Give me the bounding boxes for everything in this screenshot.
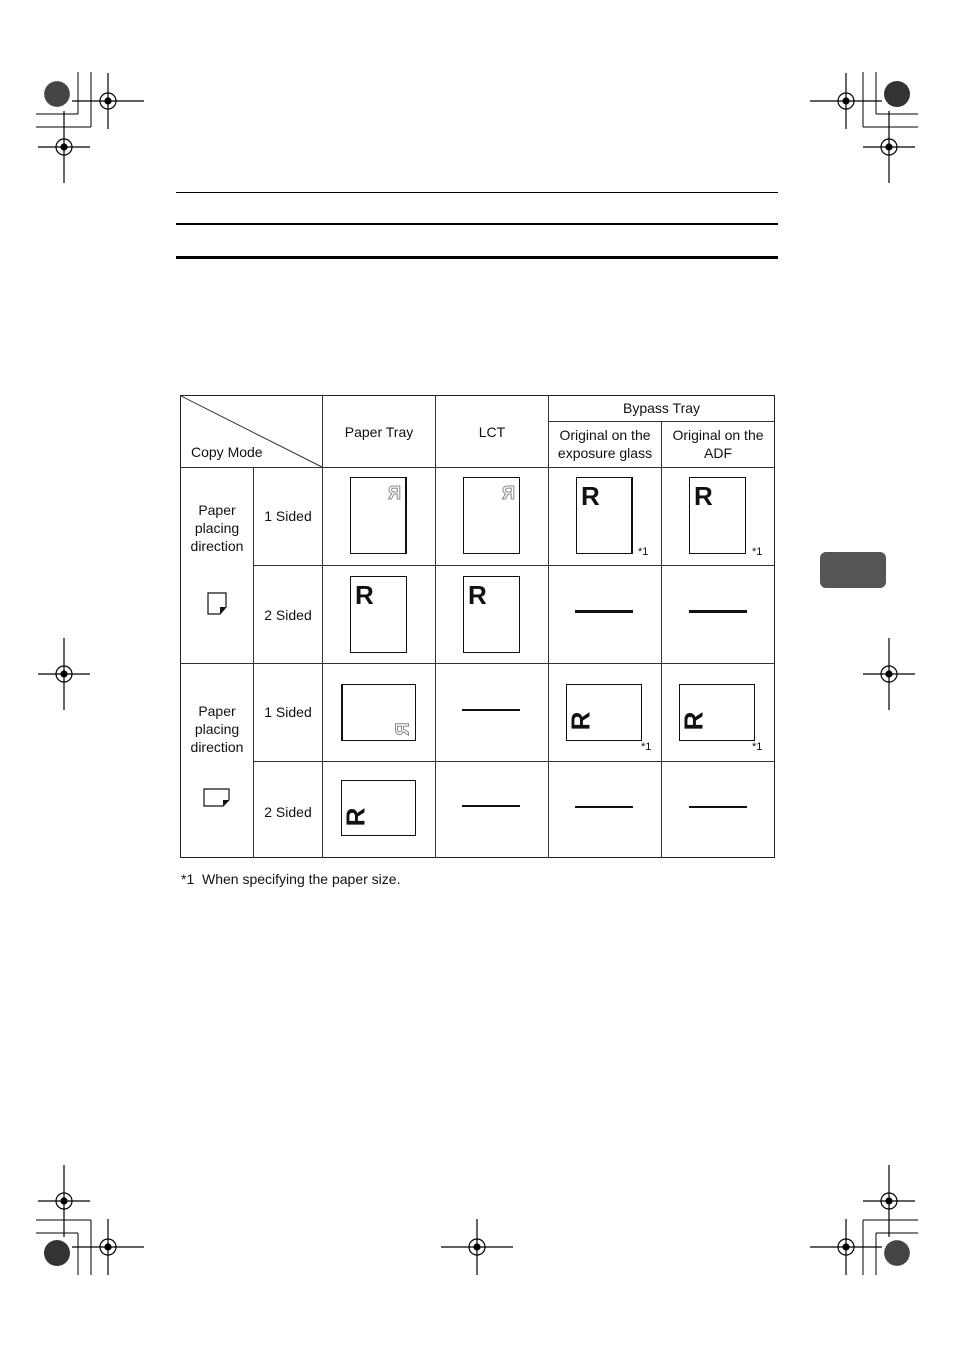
grid-line xyxy=(435,396,436,858)
r-glyph: R xyxy=(581,481,600,511)
grid-line xyxy=(253,761,774,762)
footnote-mark: *1 xyxy=(641,741,652,753)
row-label-2-sided: 2 Sided xyxy=(264,607,312,623)
paper-sheet-facedown xyxy=(350,477,407,554)
col-header-bypass-tray: Bypass Tray xyxy=(622,400,701,416)
r-glyph-mirrored: R xyxy=(392,722,413,736)
footnote-mark: *1 xyxy=(752,546,763,558)
paper-sheet-faceup xyxy=(566,684,642,741)
chapter-tab xyxy=(820,552,886,588)
not-available-dash xyxy=(689,610,747,613)
r-glyph-rotated: R xyxy=(340,807,371,827)
row-label-1-sided: 1 Sided xyxy=(264,508,312,524)
not-available-dash xyxy=(575,806,633,808)
not-available-dash xyxy=(689,806,747,808)
paper-tray-table xyxy=(180,395,775,858)
r-glyph-rotated: R xyxy=(565,711,596,731)
col-header-lct: LCT xyxy=(478,424,506,440)
header-rule-mid xyxy=(176,223,778,225)
footnote-mark: *1 xyxy=(638,546,649,558)
not-available-dash xyxy=(575,610,633,613)
paper-sheet-facedown xyxy=(341,684,416,741)
landscape-paper-icon xyxy=(203,788,231,808)
footnote-mark: *1 xyxy=(752,741,763,753)
paper-sheet-faceup xyxy=(679,684,755,741)
r-glyph-mirrored: R xyxy=(502,483,515,503)
corner-label: Copy Mode xyxy=(191,444,263,460)
paper-sheet-faceup xyxy=(689,477,746,554)
r-glyph-mirrored: R xyxy=(388,483,401,503)
row-label-1-sided: 1 Sided xyxy=(264,704,312,720)
grid-line xyxy=(661,421,662,858)
grid-line xyxy=(253,565,774,566)
paper-sheet-faceup xyxy=(350,576,407,653)
paper-sheet-faceup xyxy=(463,576,520,653)
grid-line xyxy=(548,421,774,422)
footnote-text: *1 When specifying the paper size. xyxy=(181,871,401,887)
r-glyph: R xyxy=(468,580,487,610)
paper-sheet-faceup xyxy=(341,780,416,836)
col-header-bypass-adf: Original on the ADF xyxy=(672,427,764,461)
not-available-dash xyxy=(462,709,520,711)
paper-sheet-faceup xyxy=(576,477,633,554)
portrait-paper-icon xyxy=(207,592,229,616)
paper-sheet-facedown xyxy=(463,477,520,554)
not-available-dash xyxy=(462,805,520,807)
r-glyph: R xyxy=(694,481,713,511)
header-rule-thin xyxy=(176,192,778,193)
row-label-2-sided: 2 Sided xyxy=(264,804,312,820)
grid-line xyxy=(181,663,774,664)
r-glyph: R xyxy=(355,580,374,610)
header-rule-thick xyxy=(176,256,778,259)
col-header-paper-tray: Paper Tray xyxy=(344,424,414,440)
r-glyph-rotated: R xyxy=(678,711,709,731)
group-label-landscape: Paper placing direction xyxy=(190,703,244,755)
group-label-portrait: Paper placing direction xyxy=(190,502,244,554)
grid-line xyxy=(548,396,549,858)
col-header-bypass-exposure: Original on the exposure glass xyxy=(557,427,653,461)
